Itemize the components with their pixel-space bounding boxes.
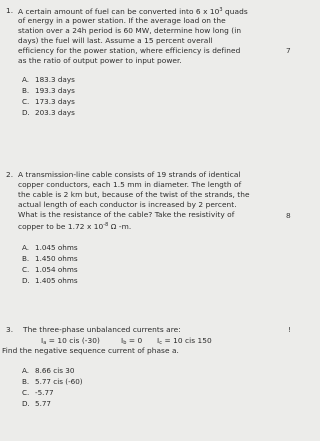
option-letter: B.: [22, 86, 30, 95]
question-prompt: Find the negative sequence current of phase a.: [2, 346, 179, 355]
question-text-line: actual length of each conductor is increased by 2 percent.: [18, 200, 237, 209]
question-text-line: the cable is 2 km but, because of the twist of the strands, the: [18, 190, 250, 199]
question-text-line: efficiency for the power station, where efficiency is defined: [18, 46, 241, 55]
option-text: 5.77: [35, 399, 52, 408]
question-text-line: as the ratio of output power to input power.: [18, 56, 182, 65]
question-text-line: What is the resistance of the cable? Take the resistivity of: [18, 210, 235, 219]
option-letter: D.: [22, 108, 30, 117]
option-text: 183.3 days: [35, 75, 75, 84]
option-text: 203.3 days: [35, 108, 75, 117]
question-text-line: station over a 24h period is 60 MW, determine how long (in: [18, 26, 242, 35]
option-letter: C.: [22, 97, 30, 106]
option-text: 1.405 ohms: [35, 276, 78, 285]
option-text: -5.77: [35, 388, 54, 397]
option-text: 5.77 cis (-60): [35, 377, 83, 386]
current-ib: $I_b = 0$: [121, 336, 143, 346]
question-text-line: [18, 221, 131, 231]
option-letter: C.: [22, 265, 30, 274]
unit-text: Ω -m.: [108, 222, 132, 231]
question-text-line-6: copper to be 1.72 x 10: [18, 222, 104, 231]
question-number: 1.: [6, 6, 14, 15]
option-letter: B.: [22, 377, 30, 386]
exponent: 3: [219, 7, 223, 13]
exponent: -8: [103, 222, 109, 228]
question-text-line: copper conductors, each 1.5 mm in diameter. The length of: [18, 180, 242, 189]
option-text: 193.3 days: [35, 86, 75, 95]
option-d[interactable]: [22, 108, 75, 117]
current-ia: $I_a = 10$ cis (-30): [41, 336, 100, 346]
option-letter: C.: [22, 388, 30, 397]
option-b[interactable]: [22, 86, 75, 95]
question-text-line-1: A certain amount of fuel can be converted into 6 x 10: [18, 7, 220, 16]
edge-mark: 7: [286, 46, 291, 55]
option-c[interactable]: [22, 97, 75, 106]
option-text: 8.66 cis 30: [35, 366, 75, 375]
option-d[interactable]: [22, 399, 51, 408]
question-text-line: [18, 6, 248, 16]
option-text: 1.045 ohms: [35, 243, 78, 252]
option-letter: A.: [22, 366, 30, 375]
option-text: 1.450 ohms: [35, 254, 78, 263]
option-c[interactable]: [22, 388, 54, 397]
edge-mark: !: [288, 325, 291, 334]
option-a[interactable]: [22, 243, 78, 252]
question-text-line: A transmission-line cable consists of 19 strands of identical: [18, 170, 241, 179]
question-number: 2.: [6, 170, 14, 179]
option-b[interactable]: [22, 254, 78, 263]
option-a[interactable]: [22, 75, 75, 84]
option-letter: D.: [22, 399, 30, 408]
question-text-line: days) the fuel will last. Assume a 15 percent overall: [18, 36, 213, 45]
option-b[interactable]: [22, 377, 83, 386]
question-number: 3.: [6, 325, 14, 334]
unit-text: quads: [222, 7, 248, 16]
option-text: 1.054 ohms: [35, 265, 78, 274]
option-d[interactable]: [22, 276, 78, 285]
option-letter: D.: [22, 276, 30, 285]
option-letter: B.: [22, 254, 30, 263]
question-text-line: of energy in a power station. If the average load on the: [18, 16, 226, 25]
option-text: 173.3 days: [35, 97, 75, 106]
current-ic: $I_c = 10$ cis 150: [157, 336, 212, 346]
option-a[interactable]: [22, 366, 74, 375]
edge-mark: 8: [286, 211, 291, 220]
option-letter: A.: [22, 243, 30, 252]
option-c[interactable]: [22, 265, 78, 274]
option-letter: A.: [22, 75, 30, 84]
question-text-line: The three-phase unbalanced currents are:: [23, 325, 181, 334]
